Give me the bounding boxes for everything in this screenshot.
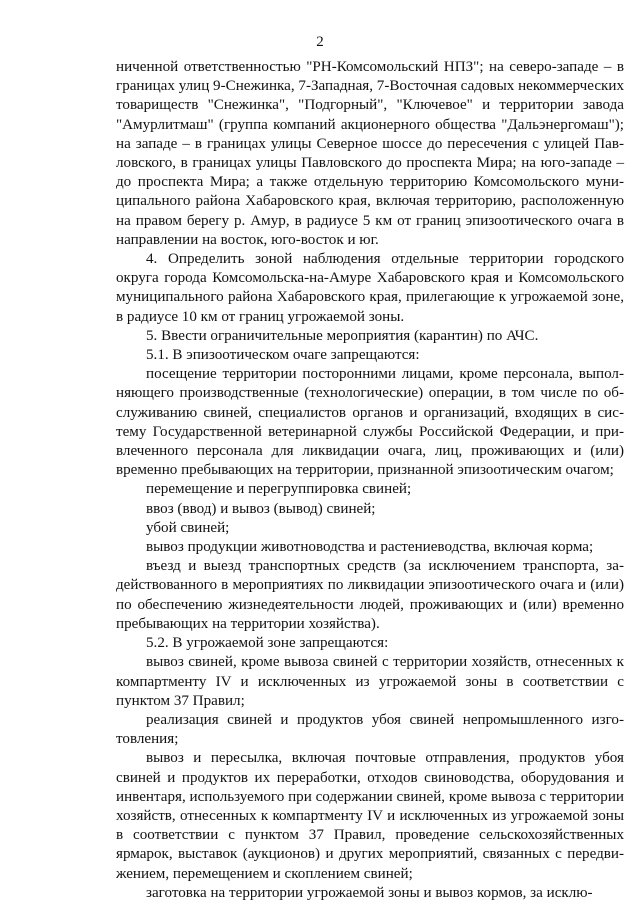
- paragraph-slaughter: убой свиней;: [146, 519, 230, 536]
- paragraph-continuation: ниченной ответственностью "РН-Комсомольский НПЗ"; на северо-западе – в границах улиц 9-Снежинка, 7-Западная, 7-Восточная садовых некоммерческих товариществ "Снежинка", "Подгорный", "Ключевое" и территории завода "Амурлитмаш" (группа компаний акционерного общества "Дальэнергомаш"); на западе – в границах улицы Северное шоссе до пересечения с улицей Павловского, в границах улицы Павловского до проспекта Мира; на юго-западе – до проспекта Мира; а также отдельную территорию Комсомольского муниципального района Хабаровского края, включая территорию, расположенную на правом берегу р. Амур, в радиусе 5 км от границ эпизоотического очага в направлении на восток, юго-восток и юг.: [116, 59, 624, 248]
- paragraph-item-5: 5. Ввести ограничительные мероприятия (карантин) по АЧС.: [146, 327, 539, 344]
- paragraph-feed-procurement: заготовка на территории угрожаемой зоны и вывоз кормов, за исклю-: [146, 884, 593, 901]
- document-body: [116, 58, 624, 903]
- paragraph-import-export-pigs: ввоз (ввод) и вывоз (вывод) свиней;: [146, 500, 376, 517]
- paragraph-item-5-1-heading: 5.1. В эпизоотическом очаге запрещаются:: [146, 347, 420, 364]
- paragraph-vehicle-traffic: въезд и выезд транспортных средств (за исключением транспорта, задействованного в мероприятиях по ликвидации эпизоотического очага и (или) по обеспечению жизнедеятельности людей, проживающих и (или) временно пребывающих на территории хозяйства).: [116, 558, 624, 632]
- paragraph-item-5-2-heading: 5.2. В угрожаемой зоне запрещаются:: [146, 635, 389, 652]
- paragraph-sale-restriction: реализация свиней и продуктов убоя свиней непромышленного изготовления;: [116, 711, 624, 748]
- paragraph-regrouping: перемещение и перегруппировка свиней;: [146, 481, 412, 498]
- page-number: 2: [316, 34, 324, 50]
- paragraph-produce-export: вывоз продукции животноводства и растениеводства, включая корма;: [146, 539, 594, 556]
- paragraph-visit-restriction: посещение территории посторонними лицами, кроме персонала, выполняющего производственные (технологические) операции, в том числе по обслуживанию свиней, специалистов органов и организаций, входящих в систему Государственной ветеринарной службы Российской Федерации, и привлеченного персонала для ликвидации очага, лиц, проживающих и (или) временно пребывающих на территории, признанной эпизоотическим очагом;: [116, 366, 624, 479]
- paragraph-pig-export: вывоз свиней, кроме вывоза свиней с территории хозяйств, отнесенных к компартменту IV и исключенных из угрожаемой зоны в соответствии с пунктом 37 Правил;: [116, 654, 624, 709]
- paragraph-item-4: 4. Определить зоной наблюдения отдельные территории городского округа города Комсомольска-на-Амуре Хабаровского края и Комсомольского муниципального района Хабаровского края, прилегающие к угрожаемой зоне, в радиусе 10 км от границ угрожаемой зоны.: [116, 251, 624, 325]
- paragraph-shipping-restriction: вывоз и пересылка, включая почтовые отправления, продуктов убоя свиней и продуктов их переработки, отходов свиноводства, оборудования и инвентаря, используемого при содержании свиней, кроме вывоза с территории хозяйств, отнесенных к компартменту IV и исключенных из угрожаемой зоны в соответствии с пунктом 37 Правил, проведение сельскохозяйственных ярмарок, выставок (аукционов) и других мероприятий, связанных с передвижением, перемещением и скоплением свиней;: [116, 750, 624, 882]
